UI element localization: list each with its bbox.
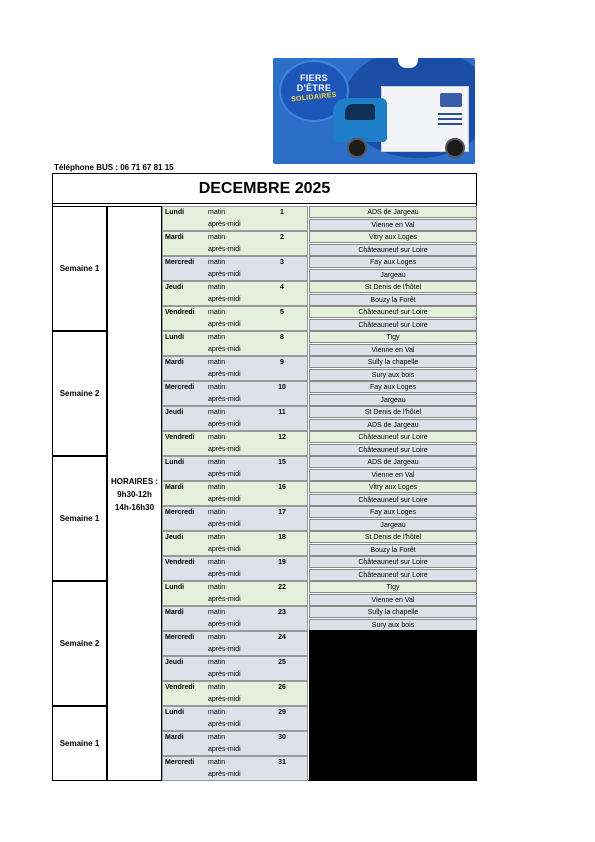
day-number: 2 xyxy=(280,234,284,241)
morning-location: Châteauneuf sur Loire xyxy=(309,556,477,568)
morning-location: Châteauneuf sur Loire xyxy=(309,306,477,318)
day-row xyxy=(162,506,308,531)
afternoon-location: Bouzy la Forêt xyxy=(309,294,477,306)
day-row xyxy=(162,681,308,706)
truck-windshield xyxy=(345,104,375,120)
day-row xyxy=(162,331,308,356)
morning-slot-label: matin xyxy=(208,559,226,566)
morning-slot-label: matin xyxy=(208,259,226,266)
day-row xyxy=(162,381,308,406)
morning-slot-label: matin xyxy=(208,234,226,241)
week-label-cell: Semaine 1 xyxy=(52,206,107,331)
day-name: Lundi xyxy=(165,209,185,216)
morning-location: ADS de Jargeau xyxy=(309,456,477,468)
afternoon-slot-label: après-midi xyxy=(208,221,241,228)
afternoon-slot-label: après-midi xyxy=(208,371,241,378)
day-name: Vendredi xyxy=(165,434,195,441)
day-number: 31 xyxy=(278,759,286,766)
afternoon-location: Vienne en Val xyxy=(309,344,477,356)
morning-location: St Denis de l'hôtel xyxy=(309,406,477,418)
morning-location: St Denis de l'hôtel xyxy=(309,531,477,543)
morning-slot-label: matin xyxy=(208,209,226,216)
afternoon-location: Jargeau xyxy=(309,519,477,531)
day-number: 30 xyxy=(278,734,286,741)
afternoon-slot-label: après-midi xyxy=(208,496,241,503)
day-number: 12 xyxy=(278,434,286,441)
morning-slot-label: matin xyxy=(208,409,226,416)
page-title: DECEMBRE 2025 xyxy=(52,173,477,204)
day-number: 17 xyxy=(278,509,286,516)
day-row xyxy=(162,206,308,231)
day-name: Jeudi xyxy=(165,409,184,416)
afternoon-slot-label: après-midi xyxy=(208,321,241,328)
morning-location: Tigy xyxy=(309,331,477,343)
morning-slot-label: matin xyxy=(208,709,226,716)
day-row xyxy=(162,306,308,331)
day-row xyxy=(162,406,308,431)
afternoon-slot-label: après-midi xyxy=(208,421,241,428)
bus-phone-number: Téléphone BUS : 06 71 67 81 15 xyxy=(54,163,174,172)
day-name: Mardi xyxy=(165,484,184,491)
morning-slot-label: matin xyxy=(208,634,226,641)
day-name: Jeudi xyxy=(165,659,184,666)
day-row xyxy=(162,581,308,606)
hours-morning: 9h30-12h xyxy=(117,490,152,499)
afternoon-location: ADS de Jargeau xyxy=(309,419,477,431)
day-number: 4 xyxy=(280,284,284,291)
blacked-out-area xyxy=(309,630,477,781)
morning-slot-label: matin xyxy=(208,684,226,691)
day-name: Mardi xyxy=(165,359,184,366)
day-name: Mercredi xyxy=(165,384,195,391)
banner-image xyxy=(273,58,475,164)
week-label-cell: Semaine 2 xyxy=(52,331,107,456)
day-name: Jeudi xyxy=(165,284,184,291)
day-number: 16 xyxy=(278,484,286,491)
day-number: 18 xyxy=(278,534,286,541)
morning-location: Vitry aux Loges xyxy=(309,231,477,243)
day-row xyxy=(162,231,308,256)
truck-wheel-icon xyxy=(445,138,465,158)
day-name: Mardi xyxy=(165,734,184,741)
truck-wheel-icon xyxy=(347,138,367,158)
day-number: 23 xyxy=(278,609,286,616)
day-name: Mardi xyxy=(165,234,184,241)
afternoon-slot-label: après-midi xyxy=(208,671,241,678)
morning-slot-label: matin xyxy=(208,759,226,766)
afternoon-location: Vienne en Val xyxy=(309,469,477,481)
day-name: Mercredi xyxy=(165,259,195,266)
afternoon-slot-label: après-midi xyxy=(208,296,241,303)
morning-slot-label: matin xyxy=(208,459,226,466)
afternoon-location: Vienne en Val xyxy=(309,594,477,606)
morning-slot-label: matin xyxy=(208,659,226,666)
truck-logo xyxy=(440,93,462,107)
day-row xyxy=(162,556,308,581)
day-row xyxy=(162,756,308,781)
day-row xyxy=(162,431,308,456)
afternoon-slot-label: après-midi xyxy=(208,546,241,553)
day-row xyxy=(162,706,308,731)
afternoon-slot-label: après-midi xyxy=(208,521,241,528)
day-number: 24 xyxy=(278,634,286,641)
morning-slot-label: matin xyxy=(208,384,226,391)
afternoon-slot-label: après-midi xyxy=(208,571,241,578)
afternoon-slot-label: après-midi xyxy=(208,446,241,453)
badge-line-3: SOLIDAIRES xyxy=(290,91,338,104)
day-name: Mercredi xyxy=(165,509,195,516)
week-label-cell: Semaine 2 xyxy=(52,581,107,706)
week-label-cell: Semaine 1 xyxy=(52,456,107,581)
morning-location: Sully la chapelle xyxy=(309,606,477,618)
day-name: Vendredi xyxy=(165,309,195,316)
morning-slot-label: matin xyxy=(208,484,226,491)
week-label-cell: Semaine 1 xyxy=(52,706,107,781)
day-name: Vendredi xyxy=(165,684,195,691)
afternoon-location: Châteauneuf sur Loire xyxy=(309,244,477,256)
afternoon-location: Sury aux bois xyxy=(309,619,477,631)
morning-location: St Denis de l'hôtel xyxy=(309,281,477,293)
day-name: Lundi xyxy=(165,459,185,466)
afternoon-location: Sury aux bois xyxy=(309,369,477,381)
morning-slot-label: matin xyxy=(208,584,226,591)
morning-location: Vitry aux Loges xyxy=(309,481,477,493)
day-row xyxy=(162,606,308,631)
day-row xyxy=(162,256,308,281)
morning-slot-label: matin xyxy=(208,284,226,291)
afternoon-location: Châteauneuf sur Loire xyxy=(309,569,477,581)
day-number: 26 xyxy=(278,684,286,691)
day-row xyxy=(162,631,308,656)
afternoon-slot-label: après-midi xyxy=(208,746,241,753)
day-row xyxy=(162,531,308,556)
afternoon-slot-label: après-midi xyxy=(208,771,241,778)
hours-label: HORAIRES : xyxy=(110,477,159,486)
day-name: Jeudi xyxy=(165,534,184,541)
morning-slot-label: matin xyxy=(208,334,226,341)
afternoon-location: Châteauneuf sur Loire xyxy=(309,494,477,506)
afternoon-slot-label: après-midi xyxy=(208,271,241,278)
afternoon-location: Châteauneuf sur Loire xyxy=(309,319,477,331)
day-row xyxy=(162,456,308,481)
day-name: Lundi xyxy=(165,334,185,341)
afternoon-slot-label: après-midi xyxy=(208,246,241,253)
day-number: 29 xyxy=(278,709,286,716)
day-name: Mercredi xyxy=(165,634,195,641)
badge-line-2: D'ÊTRE xyxy=(296,83,332,93)
morning-slot-label: matin xyxy=(208,534,226,541)
afternoon-slot-label: après-midi xyxy=(208,646,241,653)
morning-slot-label: matin xyxy=(208,509,226,516)
day-number: 22 xyxy=(278,584,286,591)
day-row xyxy=(162,656,308,681)
morning-location: Sully la chapelle xyxy=(309,356,477,368)
day-number: 19 xyxy=(278,559,286,566)
morning-location: Châteauneuf sur Loire xyxy=(309,431,477,443)
morning-slot-label: matin xyxy=(208,734,226,741)
badge-line-1: FIERS xyxy=(299,73,328,83)
afternoon-location: Vienne en Val xyxy=(309,219,477,231)
day-name: Mercredi xyxy=(165,759,195,766)
day-number: 11 xyxy=(278,409,286,416)
day-number: 25 xyxy=(278,659,286,666)
afternoon-slot-label: après-midi xyxy=(208,471,241,478)
day-row xyxy=(162,731,308,756)
day-row xyxy=(162,281,308,306)
afternoon-location: Jargeau xyxy=(309,269,477,281)
day-row xyxy=(162,481,308,506)
afternoon-slot-label: après-midi xyxy=(208,596,241,603)
afternoon-slot-label: après-midi xyxy=(208,721,241,728)
morning-slot-label: matin xyxy=(208,609,226,616)
morning-slot-label: matin xyxy=(208,309,226,316)
afternoon-location: Bouzy la Forêt xyxy=(309,544,477,556)
day-name: Lundi xyxy=(165,709,185,716)
day-row xyxy=(162,356,308,381)
afternoon-location: Châteauneuf sur Loire xyxy=(309,444,477,456)
hours-cell xyxy=(107,206,162,781)
day-number: 9 xyxy=(280,359,284,366)
afternoon-slot-label: après-midi xyxy=(208,696,241,703)
day-name: Vendredi xyxy=(165,559,195,566)
morning-slot-label: matin xyxy=(208,359,226,366)
afternoon-slot-label: après-midi xyxy=(208,396,241,403)
afternoon-slot-label: après-midi xyxy=(208,346,241,353)
morning-location: Fay aux Loges xyxy=(309,506,477,518)
morning-slot-label: matin xyxy=(208,434,226,441)
hours-afternoon: 14h-16h30 xyxy=(114,503,155,512)
day-name: Lundi xyxy=(165,584,185,591)
day-number: 10 xyxy=(278,384,286,391)
day-number: 5 xyxy=(280,309,284,316)
day-name: Mardi xyxy=(165,609,184,616)
afternoon-location: Jargeau xyxy=(309,394,477,406)
morning-location: Tigy xyxy=(309,581,477,593)
day-number: 1 xyxy=(280,209,284,216)
afternoon-slot-label: après-midi xyxy=(208,621,241,628)
day-number: 8 xyxy=(280,334,284,341)
morning-location: ADS de Jargeau xyxy=(309,206,477,218)
morning-location: Fay aux Loges xyxy=(309,256,477,268)
morning-location: Fay aux Loges xyxy=(309,381,477,393)
day-number: 3 xyxy=(280,259,284,266)
day-number: 15 xyxy=(278,459,286,466)
